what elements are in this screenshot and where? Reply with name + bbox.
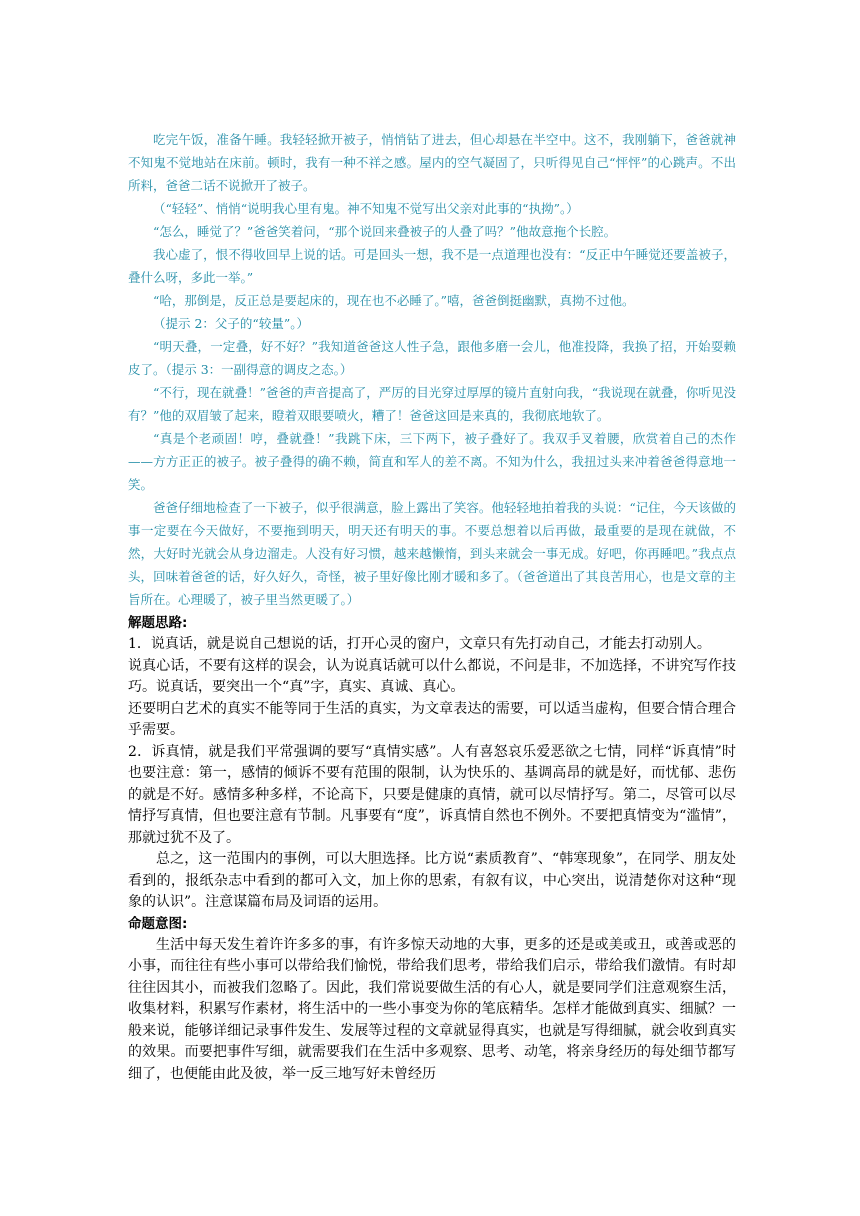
essay-paragraph: 爸爸仔细地检查了一下被子，似乎很满意，脸上露出了笑容。他轻轻地拍着我的头说：“记住，今天该做的事一定要在今天做好，不要拖到明天，明天还有明天的事。不要总想着以后再做，最重要的是现在就做，不然，大好时光就会从身边溜走。人没有好习惯，越来越懒惰，到头来就会一事无成。好吧，你再睡吧。”我点点头，回味着爸爸的话，好久好久，奇怪，被子里好像比刚才暖和多了。（爸爸道出了其良苦用心，也是文章的主旨所在。心理暖了，被子里当然更暖了。） [128, 500, 736, 607]
essay-paragraph: “真是个老顽固！哼，叠就叠！”我跳下床，三下两下，被子叠好了。我双手叉着腰，欣赏着自己的杰作——方方正正的被子。被子叠得的确不赖，简直和军人的差不离。不知为什么，我扭过头来冲着爸爸得意地一笑。 [128, 431, 736, 492]
essay-annotation: （“轻轻”、悄悄“说明我心里有鬼。神不知鬼不觉写出父亲对此事的“执拗”。） [153, 201, 579, 216]
essay-paragraph: 我心虚了，恨不得收回早上说的话。可是回头一想，我不是一点道理也没有：“反正中午睡觉还要盖被子，叠什么呀，多此一举。” [128, 247, 736, 285]
analysis-paragraph: 1．说真话，就是说自己想说的话，打开心灵的窗户，文章只有先打动自己，才能去打动别人。 [128, 636, 711, 652]
analysis-paragraph: 总之，这一范围内的事例，可以大胆选择。比方说“素质教育”、“韩寒现象”，在同学、朋友处看到的，报纸杂志中看到的都可入文，加上你的思索，有叙有议，中心突出，说清楚你对这种“现象的认识”。注意谋篇布局及词语的运用。 [128, 851, 736, 910]
essay-paragraph: “明天叠，一定叠，好不好？”我知道爸爸这人性子急，跟他多磨一会儿，他准投降，我换了招，开始耍赖皮了。（提示 3：一副得意的调皮之态。） [128, 339, 736, 377]
intent-paragraph: 生活中每天发生着许许多多的事，有许多惊天动地的大事，更多的还是或美或丑，或善或恶的小事，而往往有些小事可以带给我们愉悦，带给我们思考，带给我们启示，带给我们激情。有时却往往因其小，而被我们忽略了。因此，我们常说要做生活的有心人，就是要同学们注意观察生活，收集材料，积累写作素材，将生活中的一些小事变为你的笔底精华。怎样才能做到真实、细腻？一般来说，能够详细记录事件发生、发展等过程的文章就显得真实，也就是写得细腻，就会收到真实的效果。而要把事件写细，就需要我们在生活中多观察、思考、动笔，将亲身经历的每处细节都写细了，也便能由此及彼，举一反三地写好未曾经历 [128, 936, 736, 1082]
essay-paragraph: “怎么，睡觉了？”爸爸笑着问，“那个说回来叠被子的人叠了吗？”他故意拖个长腔。 [153, 224, 617, 239]
essay-paragraph: “哈，那倒是，反正总是要起床的，现在也不必睡了。”嘻，爸爸倒挺幽默，真拗不过他。 [153, 293, 635, 308]
analysis-paragraph: 2．诉真情，就是我们平常强调的要写“真情实感”。人有喜怒哀乐爱恶欲之七情，同样“诉真情”时也要注意：第一，感情的倾诉不要有范围的限制，认为快乐的、基调高昂的就是好，而忧郁、悲伤的就是不好。感情多种多样，不论高下，只要是健康的真情，就可以尽情抒写。第二，尽管可以尽情抒写真情，但也要注意有节制。凡事要有“度”，诉真情自然也不例外。不要把真情变为“滥情”，那就过犹不及了。 [128, 743, 736, 846]
essay-paragraph: “不行，现在就叠！”爸爸的声音提高了，严厉的目光穿过厚厚的镜片直射向我，“我说现在就叠，你听见没有？”他的双眉皱了起来，瞪着双眼要喷火，糟了！爸爸这回是来真的，我彻底地软了。 [128, 385, 736, 423]
section-heading-intent: 命题意图: [128, 915, 188, 932]
analysis-section [128, 613, 736, 1085]
document-page [128, 128, 736, 1085]
section-heading-approach: 解题思路: [128, 615, 188, 631]
essay-annotation: （提示 2：父子的“较量”。） [153, 316, 309, 331]
essay-section [128, 128, 736, 611]
analysis-paragraph: 还要明白艺术的真实不能等同于生活的真实，为文章表达的需要，可以适当虚构，但要合情合理合乎需要。 [128, 700, 736, 738]
essay-paragraph: 吃完午饭，准备午睡。我轻轻掀开被子，悄悄钻了进去，但心却悬在半空中。这不，我刚躺下，爸爸就神不知鬼不觉地站在床前。顿时，我有一种不祥之感。屋内的空气凝固了，只听得见自己“怦怦”的心跳声。不出所料，爸爸二话不说掀开了被子。 [128, 132, 736, 193]
analysis-paragraph: 说真心话，不要有这样的误会，认为说真话就可以什么都说，不问是非，不加选择，不讲究写作技巧。说真话，要突出一个“真”字，真实、真诚、真心。 [128, 657, 736, 695]
